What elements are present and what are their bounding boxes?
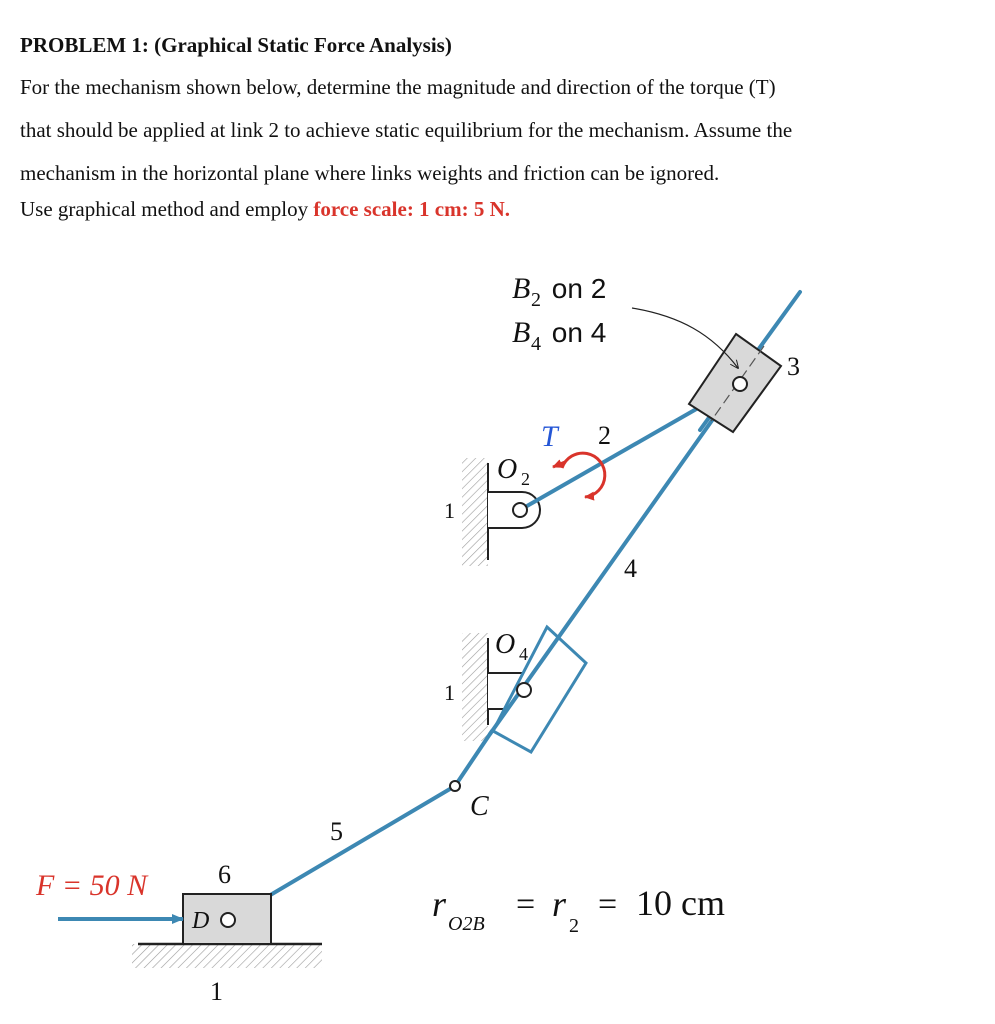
equation bbox=[432, 883, 725, 937]
slider-d-label: D bbox=[192, 908, 210, 934]
pin-b bbox=[733, 377, 747, 391]
equation-r2-main: r bbox=[552, 884, 567, 924]
callout-b2-main: B bbox=[512, 272, 531, 305]
link-6-label: 6 bbox=[218, 860, 231, 889]
link-3-label: 3 bbox=[787, 352, 800, 381]
pin-o4 bbox=[517, 683, 531, 697]
ground-hatch-o2 bbox=[462, 458, 488, 566]
equation-r-main: r bbox=[432, 884, 447, 924]
force-scale-highlight: force scale: 1 cm: 5 N. bbox=[313, 197, 511, 221]
problem-line-1: For the mechanism shown below, determine the magnitude and direction of the torque (T) bbox=[20, 75, 776, 99]
ground-label-lower: 1 bbox=[210, 977, 223, 1006]
slider-6-assembly bbox=[132, 894, 322, 968]
pivot-o2-sub: 2 bbox=[521, 469, 530, 489]
pin-o2 bbox=[513, 503, 527, 517]
equation-eq-1: = bbox=[516, 886, 536, 923]
force-label: F = 50 N bbox=[36, 869, 148, 902]
link-2-label: 2 bbox=[598, 421, 611, 450]
ground-label-middle: 1 bbox=[444, 680, 455, 705]
callout-b2-rest: on 2 bbox=[544, 273, 607, 304]
pin-d bbox=[221, 913, 235, 927]
callout-label bbox=[512, 272, 606, 355]
link-5-label: 5 bbox=[330, 817, 343, 846]
callout-b2-sub: 2 bbox=[531, 289, 541, 311]
joint-c-label: C bbox=[470, 791, 489, 822]
link-4-label: 4 bbox=[624, 554, 637, 583]
callout-b4-main: B bbox=[512, 316, 531, 349]
problem-title: PROBLEM 1: (Graphical Static Force Analysis) bbox=[20, 33, 452, 57]
problem-line-3: mechanism in the horizontal plane where links weights and friction can be ignored. bbox=[20, 161, 720, 185]
equation-eq-2: = bbox=[598, 886, 618, 923]
equation-r-sub: O2B bbox=[448, 913, 485, 935]
equation-r2-sub: 2 bbox=[569, 915, 579, 937]
pivot-o4-main: O bbox=[495, 629, 516, 660]
problem-line-2: that should be applied at link 2 to achieve static equilibrium for the mechanism. Assume the bbox=[20, 118, 793, 142]
callout-b4-sub: 4 bbox=[531, 333, 541, 355]
block-3 bbox=[689, 334, 781, 432]
ground-label-upper: 1 bbox=[444, 498, 455, 523]
torque-label: T bbox=[541, 420, 558, 453]
pivot-o4-sub: 4 bbox=[519, 644, 528, 664]
callout-b4-rest: on 4 bbox=[544, 317, 607, 348]
link-4 bbox=[490, 388, 735, 734]
problem-line-4-prefix: Use graphical method and employ bbox=[20, 197, 314, 221]
pivot-o2-main: O bbox=[497, 454, 518, 485]
ground-hatch-o4 bbox=[462, 633, 488, 741]
equation-value: 10 cm bbox=[636, 883, 725, 923]
ground-hatch-bottom bbox=[132, 944, 322, 968]
pin-c bbox=[450, 781, 460, 791]
